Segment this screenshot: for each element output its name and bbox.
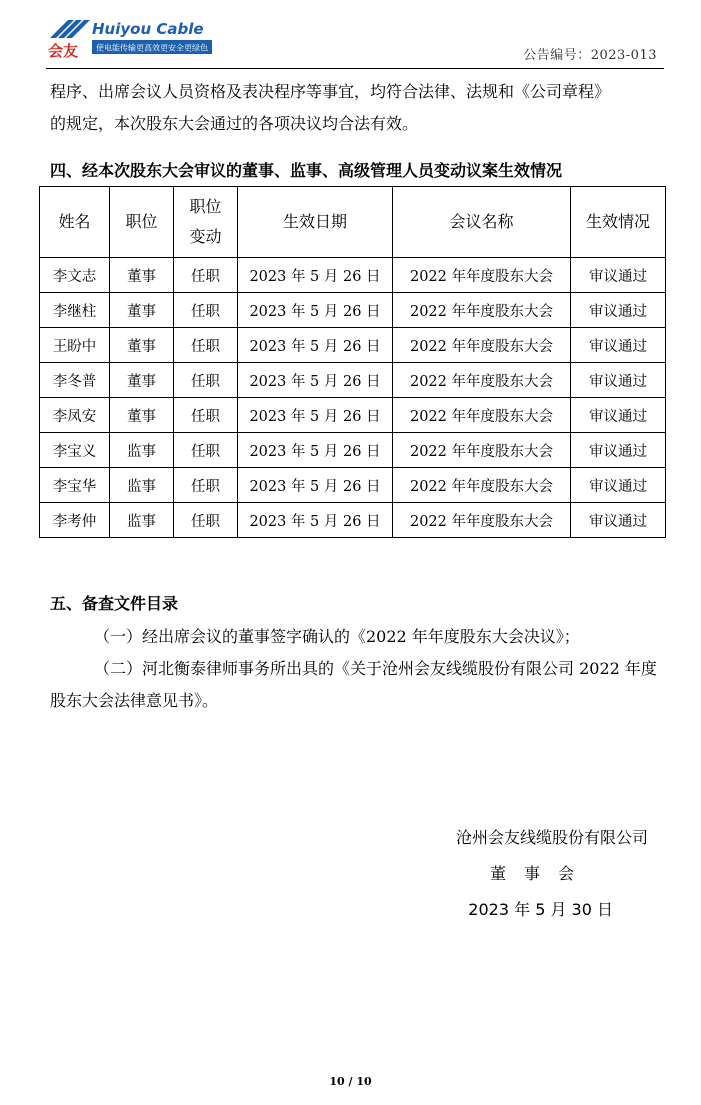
cell-status: 审议通过 [571, 363, 666, 398]
cell-name: 李考仲 [40, 503, 110, 538]
col-header-meeting: 会议名称 [393, 187, 571, 258]
table-row [40, 398, 666, 433]
cell-change: 任职 [174, 328, 238, 363]
table-row [40, 293, 666, 328]
cell-position: 董事 [110, 328, 174, 363]
cell-status: 审议通过 [571, 328, 666, 363]
cell-position: 董事 [110, 363, 174, 398]
logo-cable-icon [50, 20, 90, 38]
table-header-row [40, 187, 666, 258]
cell-meeting: 2022 年年度股东大会 [393, 468, 571, 503]
cell-meeting: 2022 年年度股东大会 [393, 363, 571, 398]
cell-meeting: 2022 年年度股东大会 [393, 328, 571, 363]
notice-number: 公告编号：2023-013 [523, 48, 657, 63]
cell-change: 任职 [174, 258, 238, 293]
cell-name: 王盼中 [40, 328, 110, 363]
cell-change: 任职 [174, 503, 238, 538]
cell-date: 2023 年 5 月 26 日 [238, 503, 393, 538]
cell-status: 审议通过 [571, 258, 666, 293]
cell-date: 2023 年 5 月 26 日 [238, 398, 393, 433]
intro-line: 的规定，本次股东大会通过的各项决议均合法有效。 [50, 114, 419, 133]
signing-board: 董事会 [490, 864, 593, 883]
cell-name: 李宝义 [40, 433, 110, 468]
cell-meeting: 2022 年年度股东大会 [393, 503, 571, 538]
intro-line: 程序、出席会议人员资格及表决程序等事宜，均符合法律、法规和《公司章程》 [50, 82, 611, 101]
cell-date: 2023 年 5 月 26 日 [238, 328, 393, 363]
cell-name: 李凤安 [40, 398, 110, 433]
cell-change: 任职 [174, 363, 238, 398]
company-logo [46, 16, 216, 60]
cell-date: 2023 年 5 月 26 日 [238, 258, 393, 293]
logo-cn-name: 会友 [48, 42, 79, 60]
cell-date: 2023 年 5 月 26 日 [238, 468, 393, 503]
reference-doc-item: （二）河北衡泰律师事务所出具的《关于沧州会友线缆股份有限公司 2022 年度股东大会法律意见书》。 [50, 659, 657, 710]
table-row [40, 328, 666, 363]
cell-position: 监事 [110, 433, 174, 468]
signing-date: 2023 年 5 月 30 日 [468, 900, 613, 919]
col-header-name: 姓名 [40, 187, 110, 258]
cell-position: 监事 [110, 503, 174, 538]
section4-heading: 四、经本次股东大会审议的董事、监事、高级管理人员变动议案生效情况 [50, 161, 563, 180]
col-header-change: 职位变动 [174, 187, 238, 258]
cell-position: 监事 [110, 468, 174, 503]
cell-status: 审议通过 [571, 468, 666, 503]
cell-meeting: 2022 年年度股东大会 [393, 293, 571, 328]
cell-name: 李冬普 [40, 363, 110, 398]
reference-doc-item: （一）经出席会议的董事签字确认的《2022 年年度股东大会决议》； [94, 627, 580, 646]
logo-brand-name: Huiyou Cable [92, 20, 204, 38]
cell-name: 李文志 [40, 258, 110, 293]
col-header-effective-date: 生效日期 [238, 187, 393, 258]
cell-date: 2023 年 5 月 26 日 [238, 433, 393, 468]
cell-meeting: 2022 年年度股东大会 [393, 258, 571, 293]
cell-date: 2023 年 5 月 26 日 [238, 363, 393, 398]
cell-status: 审议通过 [571, 433, 666, 468]
cell-meeting: 2022 年年度股东大会 [393, 398, 571, 433]
section5-heading: 五、备查文件目录 [50, 594, 179, 613]
personnel-change-table [39, 186, 666, 538]
cell-meeting: 2022 年年度股东大会 [393, 433, 571, 468]
cell-position: 董事 [110, 258, 174, 293]
cell-status: 审议通过 [571, 398, 666, 433]
table-row [40, 468, 666, 503]
cell-change: 任职 [174, 293, 238, 328]
cell-name: 李继柱 [40, 293, 110, 328]
cell-change: 任职 [174, 468, 238, 503]
signing-company: 沧州会友线缆股份有限公司 [455, 828, 648, 847]
col-header-status: 生效情况 [571, 187, 666, 258]
cell-change: 任职 [174, 433, 238, 468]
col-header-position: 职位 [110, 187, 174, 258]
cell-status: 审议通过 [571, 293, 666, 328]
page-number: 10 / 10 [329, 1075, 372, 1088]
header-divider [46, 68, 664, 69]
cell-name: 李宝华 [40, 468, 110, 503]
cell-position: 董事 [110, 398, 174, 433]
table-row [40, 433, 666, 468]
intro-paragraph [50, 76, 662, 140]
table-row [40, 258, 666, 293]
table-row [40, 363, 666, 398]
cell-status: 审议通过 [571, 503, 666, 538]
cell-date: 2023 年 5 月 26 日 [238, 293, 393, 328]
cell-change: 任职 [174, 398, 238, 433]
cell-position: 董事 [110, 293, 174, 328]
table-row [40, 503, 666, 538]
logo-slogan: 使电能传输更高效更安全更绿色 [96, 43, 208, 53]
